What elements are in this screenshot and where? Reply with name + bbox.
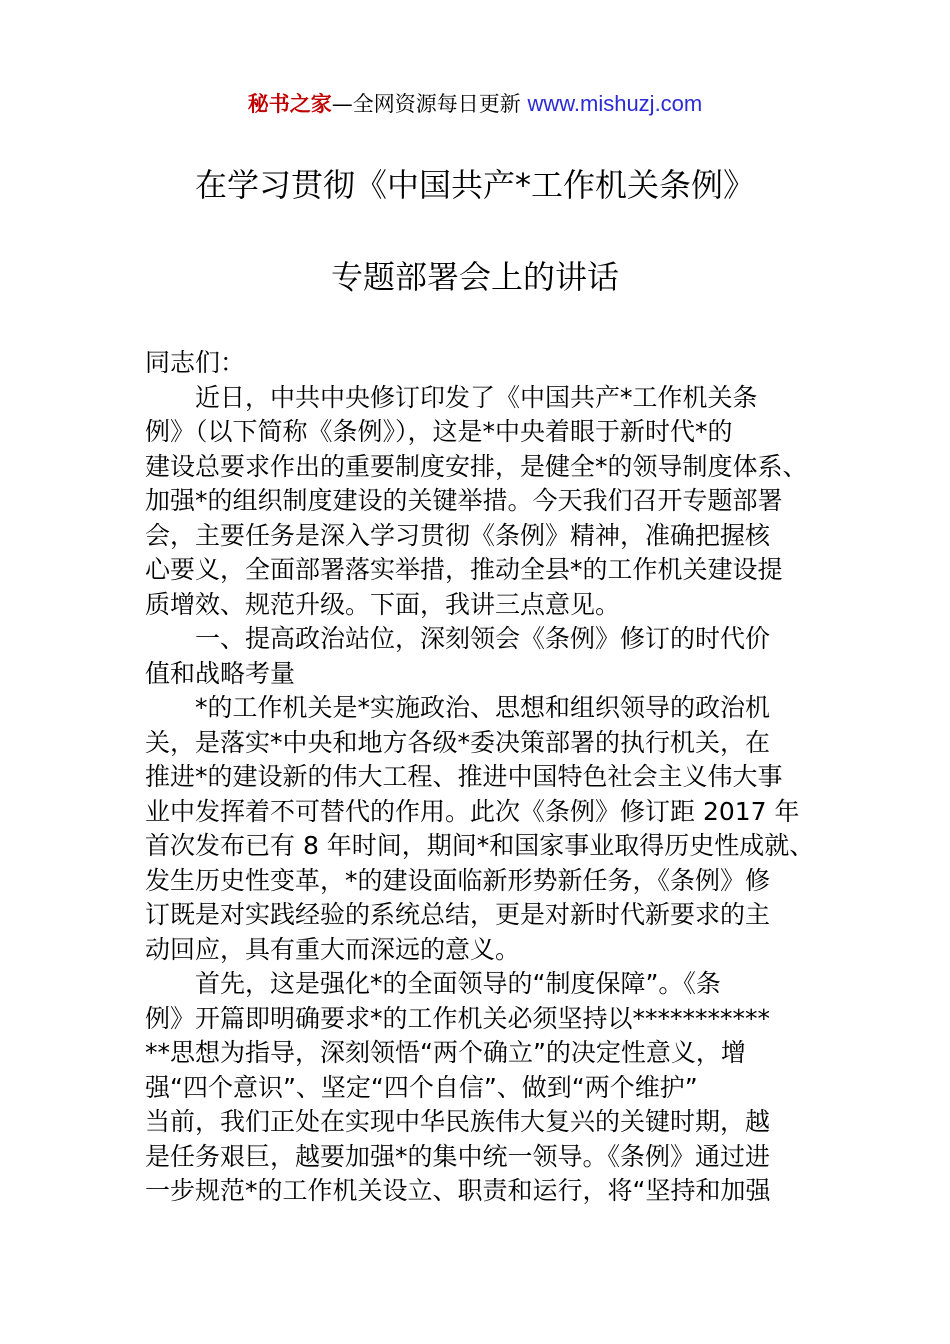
- body-line: 强“四个意识”、坚定“四个自信”、做到“两个维护”: [145, 1072, 698, 1102]
- document-title-line-2: 专题部署会上的讲话: [330, 258, 619, 296]
- body-line: 例》开篇即明确要求*的工作机关必须坚持以***********: [145, 1003, 771, 1033]
- body-line: 会，主要任务是深入学习贯彻《条例》精神，准确把握核: [145, 520, 771, 550]
- body-line: 推进*的建设新的伟大工程、推进中国特色社会主义伟大事: [145, 762, 783, 791]
- body-line: **思想为指导，深刻领悟“两个确立”的决定性意义，增: [145, 1038, 746, 1067]
- body-line: 一步规范*的工作机关设立、职责和运行，将“坚持和加强: [145, 1176, 771, 1205]
- body-line: 是任务艰巨，越要加强*的集中统一领导。《条例》通过进: [145, 1141, 771, 1171]
- body-line: 发生历史性变革，*的建设面临新形势新任务，《条例》修: [145, 865, 771, 895]
- body-line: 动回应，具有重大而深远的意义。: [145, 934, 521, 964]
- body-line: 质增效、规范升级。下面，我讲三点意见。: [145, 589, 621, 619]
- body-line: 首先，这是强化*的全面领导的“制度保障”。《条: [195, 969, 721, 998]
- body-line: 关，是落实*中央和地方各级*委决策部署的执行机关，在: [145, 727, 771, 757]
- section-heading-line: 值和战略考量: [145, 658, 296, 688]
- brand-name: 秘书之家: [247, 92, 332, 116]
- body-line: 心要义，全面部署落实举措，推动全县*的工作机关建设提: [145, 555, 783, 584]
- body-line: 订既是对实践经验的系统总结，更是对新时代新要求的主: [145, 900, 771, 929]
- salutation: 同志们：: [145, 348, 246, 377]
- document-body: [145, 346, 815, 1209]
- site-url-link[interactable]: www.mishuzj.com: [527, 91, 703, 116]
- body-line: 近日，中共中央修订印发了《中国共产*工作机关条: [195, 382, 758, 412]
- section-heading-line: 一、提高政治站位，深刻领会《条例》修订的时代价: [195, 624, 771, 653]
- body-line: 业中发挥着不可替代的作用。此次《条例》修订距 2017 年: [145, 796, 800, 826]
- body-line: 首次发布已有 8 年时间，期间*和国家事业取得历史性成就、: [145, 831, 815, 860]
- body-line: 例》（以下简称《条例》），这是*中央着眼于新时代*的: [145, 417, 733, 446]
- site-header: [0, 88, 950, 120]
- header-tagline: —全网资源每日更新: [331, 92, 521, 116]
- body-line: 当前，我们正处在实现中华民族伟大复兴的关键时期，越: [145, 1107, 771, 1136]
- body-line: 建设总要求作出的重要制度安排，是健全*的领导制度体系、: [145, 451, 808, 481]
- body-line: *的工作机关是*实施政治、思想和组织领导的政治机: [195, 693, 771, 722]
- body-line: 加强*的组织制度建设的关键举措。今天我们召开专题部署: [145, 486, 783, 515]
- document-title-line-1: 在学习贯彻《中国共产*工作机关条例》: [194, 166, 755, 204]
